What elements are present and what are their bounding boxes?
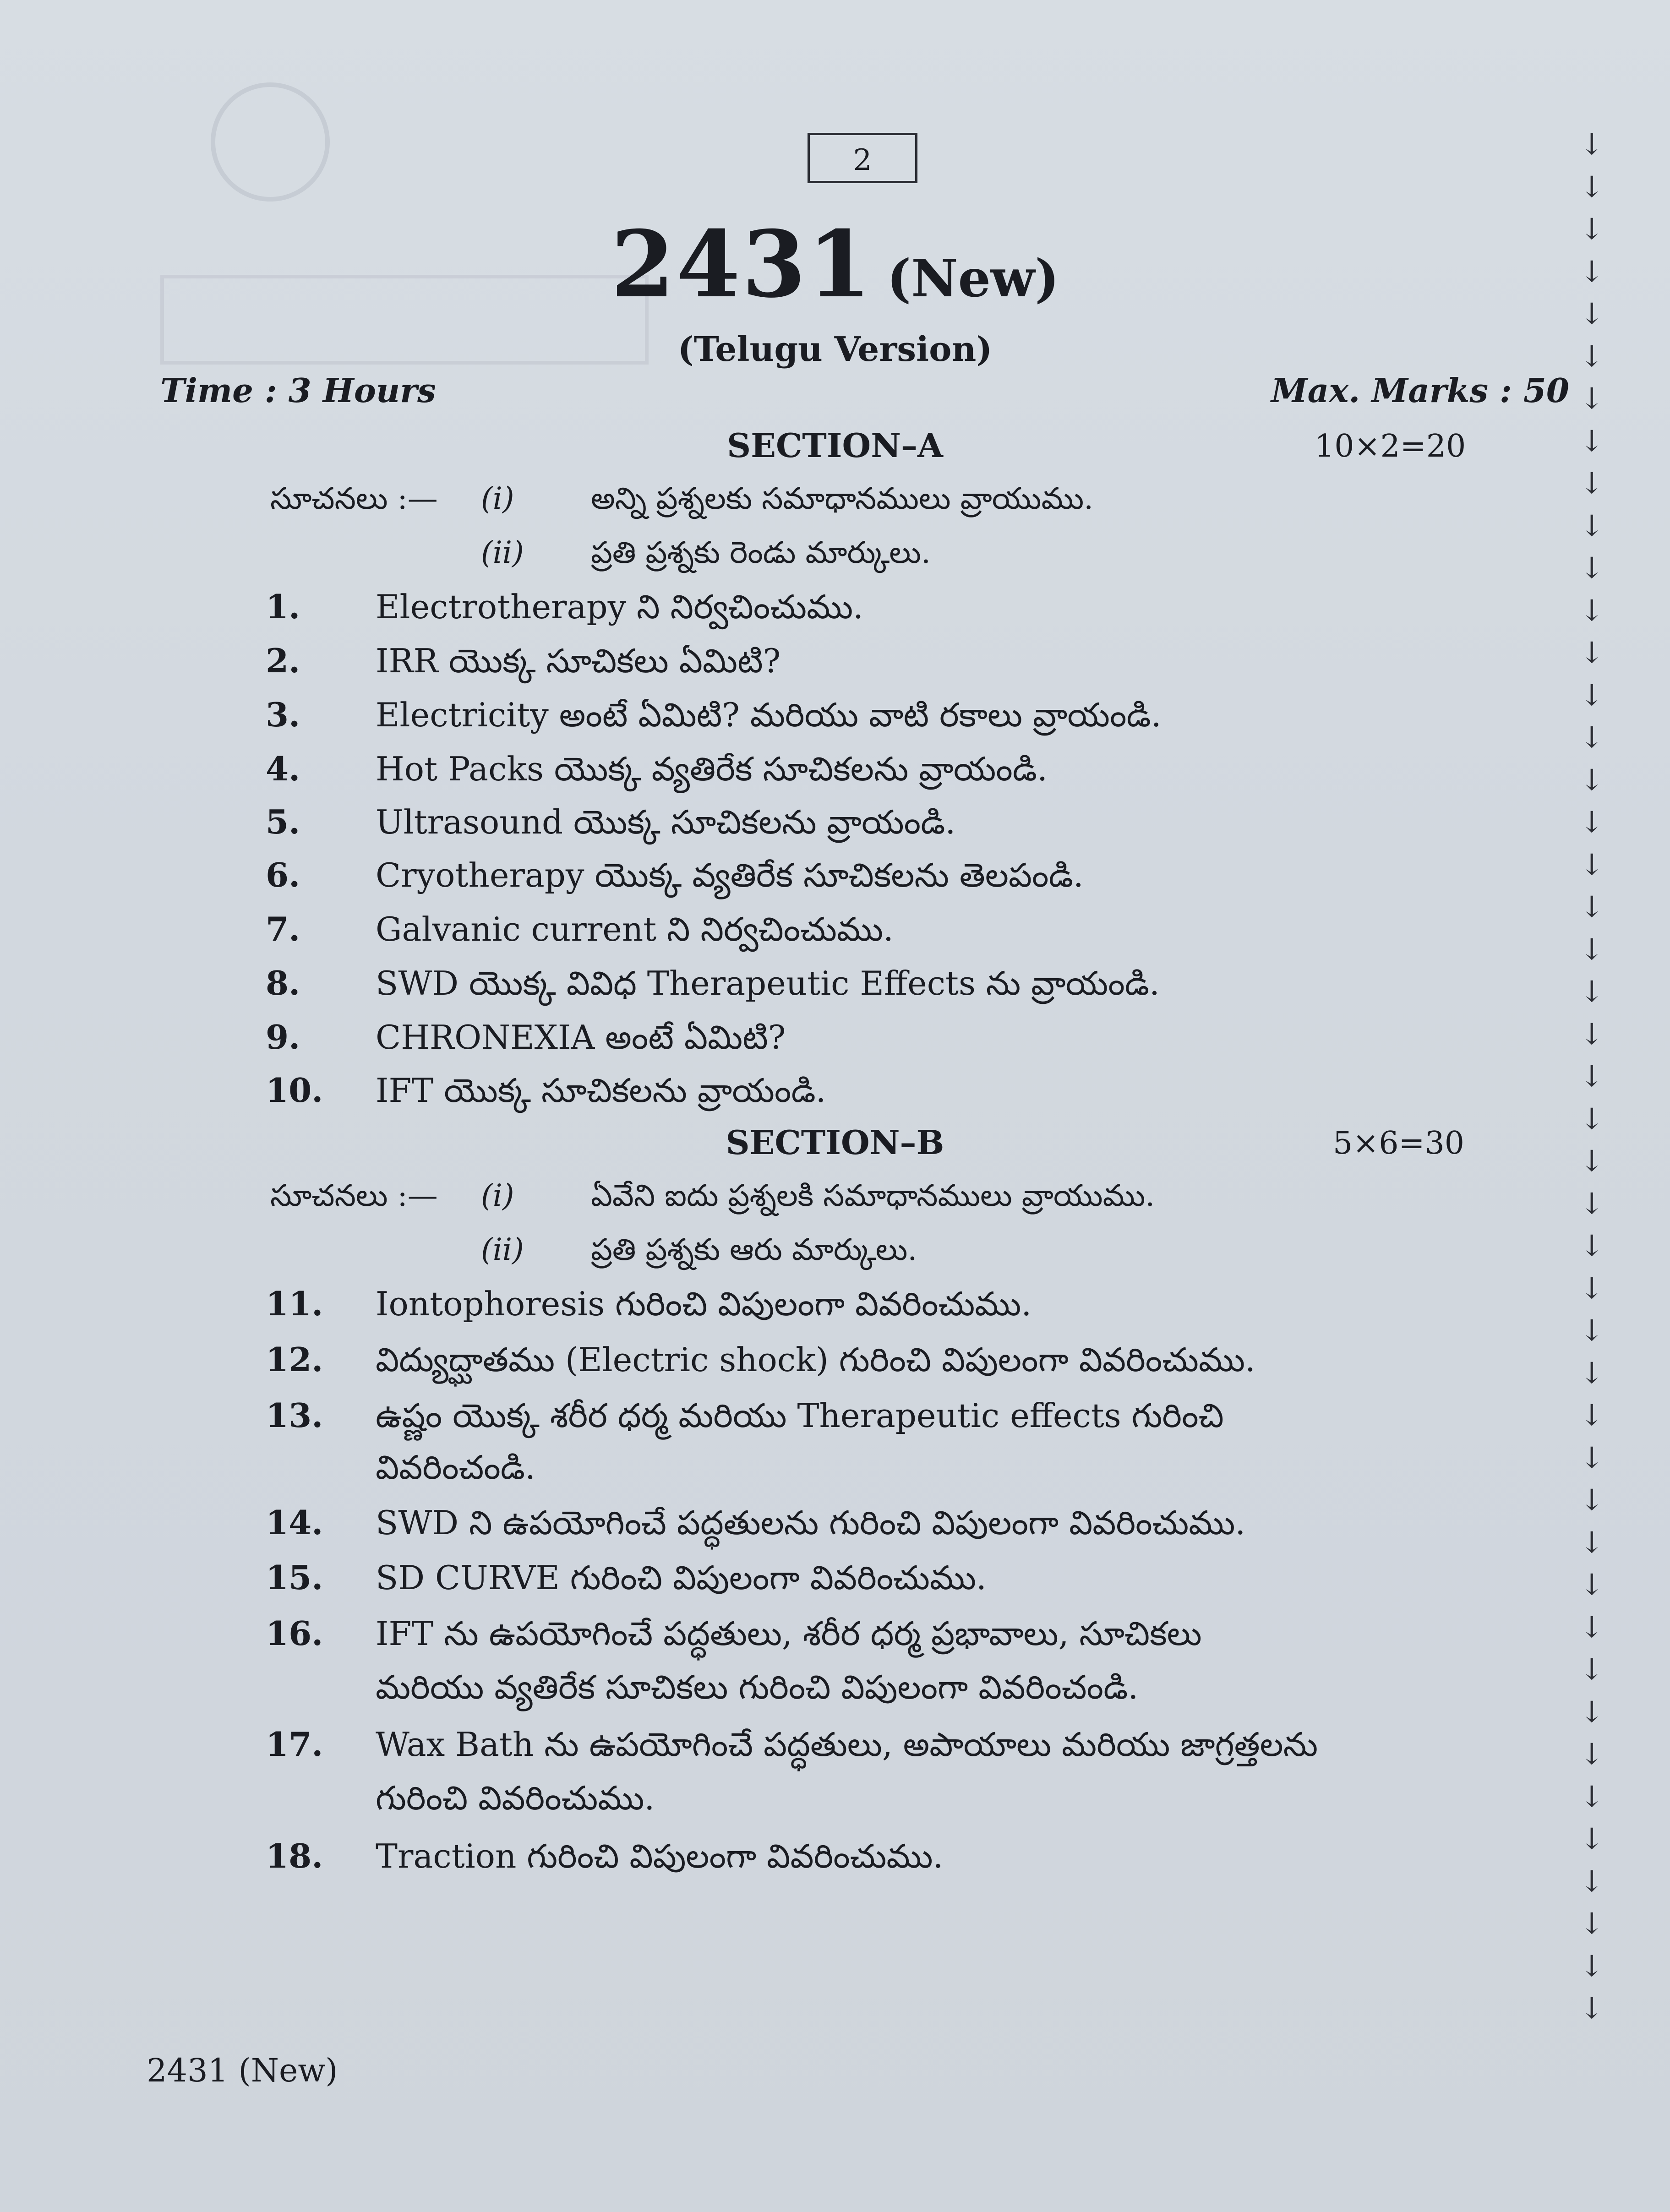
page-number: 2 [808,133,917,183]
instruction-text: అన్ని ప్రశ్నలకు సమాధానములు వ్రాయుము. [591,481,1094,516]
instruction-index: (i) [481,1178,514,1213]
question-12 [266,1340,1255,1387]
down-arrow-icon: ↓ [1579,1271,1604,1306]
instruction-index: (ii) [481,1232,524,1267]
down-arrow-icon: ↓ [1579,1568,1604,1602]
section-b-instruction-1 [270,1178,1155,1220]
question-number: 17. [266,1725,323,1764]
question-text: IFT ను ఉపయోగించే పద్ధతులు, శరీర ధర్మ ప్రభావాలు, సూచికలు [376,1614,1202,1653]
down-arrow-icon: ↓ [1579,1992,1604,2026]
paper-title [0,211,1670,318]
down-arrow-icon: ↓ [1579,297,1604,331]
question-number: 14. [266,1503,323,1542]
down-arrow-icon: ↓ [1579,424,1604,458]
down-arrow-icon: ↓ [1579,1738,1604,1771]
question-13 [266,1396,1224,1443]
down-arrow-icon: ↓ [1579,1526,1604,1560]
instruction-index: (i) [481,481,514,516]
instruction-text: ఏవేని ఐదు ప్రశ్నలకి సమాధానములు వ్రాయుము. [591,1178,1155,1213]
question-number: 10. [266,1071,323,1110]
section-a-title: SECTION–A [727,426,943,465]
question-9 [266,1018,786,1065]
question-number: 12. [266,1340,323,1379]
paper-code: 2431 [611,211,873,318]
instruction-index: (ii) [481,535,524,570]
instruction-label: సూచనలు :— [270,481,438,516]
question-18 [266,1836,943,1884]
question-1 [266,587,863,634]
down-arrow-icon: ↓ [1579,1229,1604,1263]
down-arrow-icon: ↓ [1579,551,1604,585]
down-arrow-icon: ↓ [1579,509,1604,543]
show-through-mark [211,82,330,202]
question-2 [266,641,780,688]
question-text: IRR యొక్క సూచికలు ఏమిటి? [376,642,781,680]
down-arrow-icon: ↓ [1579,255,1604,289]
question-8 [266,964,1160,1011]
question-text: Traction గురించి విపులంగా వివరించుము. [376,1837,944,1875]
question-11 [266,1284,1031,1331]
question-7 [266,910,894,957]
section-a-instruction-2 [270,535,931,578]
down-arrow-icon: ↓ [1579,1441,1604,1475]
down-arrow-icon: ↓ [1579,932,1604,967]
instruction-text: ప్రతి ప్రశ్నకు ఆరు మార్కులు. [591,1232,917,1267]
down-arrow-icon: ↓ [1579,212,1604,246]
section-b-marks: 5×6=30 [1333,1125,1465,1161]
down-arrow-icon: ↓ [1579,1314,1604,1348]
question-3 [266,695,1162,742]
question-10 [266,1071,826,1118]
question-text: Hot Packs యొక్క వ్యతిరేక సూచికలను వ్రాయండి. [376,750,1048,788]
question-4 [266,749,1048,796]
question-17-continued: గురించి వివరించుము. [376,1779,655,1817]
question-text: ఉష్ణం యొక్క శరీర ధర్మ మరియు Therapeutic effects గురించి [376,1396,1224,1435]
question-number: 3. [266,695,300,734]
question-text: Electrotherapy ని నిర్వచించుము. [376,588,864,626]
section-b-title: SECTION–B [726,1123,944,1162]
down-arrow-icon: ↓ [1579,1356,1604,1390]
question-16 [266,1614,1202,1661]
down-arrow-icon: ↓ [1579,1610,1604,1645]
question-number: 8. [266,964,300,1002]
down-arrow-icon: ↓ [1579,467,1604,501]
down-arrow-icon: ↓ [1579,382,1604,416]
question-text: CHRONEXIA అంటే ఏమిటి? [376,1018,786,1057]
section-b-instruction-2 [270,1232,917,1275]
down-arrow-icon: ↓ [1579,1907,1604,1941]
down-arrow-icon: ↓ [1579,1864,1604,1899]
down-arrow-icon: ↓ [1579,1017,1604,1052]
down-arrow-icon: ↓ [1579,1780,1604,1814]
max-marks-label: Max. Marks : 50 [1271,371,1569,410]
perforation-arrow-column [1576,124,1608,2030]
down-arrow-icon: ↓ [1579,594,1604,628]
down-arrow-icon: ↓ [1579,975,1604,1009]
question-number: 7. [266,910,300,948]
question-number: 5. [266,802,300,841]
down-arrow-icon: ↓ [1579,763,1604,797]
question-number: 6. [266,855,300,894]
time-label: Time : 3 Hours [160,371,436,410]
question-number: 1. [266,587,300,626]
instruction-text: ప్రతి ప్రశ్నకు రెండు మార్కులు. [591,535,931,570]
question-text: SWD యొక్క వివిధ Therapeutic Effects ను వ్రాయండి. [376,964,1160,1002]
question-number: 11. [266,1284,323,1323]
down-arrow-icon: ↓ [1579,1695,1604,1729]
down-arrow-icon: ↓ [1579,1144,1604,1178]
down-arrow-icon: ↓ [1579,1399,1604,1433]
down-arrow-icon: ↓ [1579,848,1604,882]
footer-paper-code: 2431 (New) [147,2052,338,2089]
question-text: SWD ని ఉపయోగించే పద్ధతులను గురించి విపులంగా వివరించుము. [376,1504,1246,1542]
down-arrow-icon: ↓ [1579,128,1604,162]
down-arrow-icon: ↓ [1579,339,1604,374]
section-a-marks: 10×2=20 [1315,428,1466,464]
down-arrow-icon: ↓ [1579,1822,1604,1856]
question-text: Wax Bath ను ఉపయోగించే పద్ధతులు, అపాయాలు మరియు జాగ్రత్తలను [376,1725,1318,1764]
question-text: Galvanic current ని నిర్వచించుము. [376,910,894,948]
question-text: Ultrasound యొక్క సూచికలను వ్రాయండి. [376,803,956,841]
question-6 [266,855,1084,903]
down-arrow-icon: ↓ [1579,1187,1604,1221]
down-arrow-icon: ↓ [1579,1949,1604,1983]
down-arrow-icon: ↓ [1579,721,1604,755]
question-number: 16. [266,1614,323,1653]
question-number: 18. [266,1836,323,1875]
down-arrow-icon: ↓ [1579,890,1604,924]
question-text: Cryotherapy యొక్క వ్యతిరేక సూచికలను తెలపండి. [376,856,1084,894]
down-arrow-icon: ↓ [1579,1653,1604,1687]
version-label: (Telugu Version) [677,330,993,369]
section-a-instruction-1 [270,481,1093,523]
question-text: Iontophoresis గురించి విపులంగా వివరించుము. [376,1285,1032,1323]
down-arrow-icon: ↓ [1579,678,1604,713]
question-number: 9. [266,1018,300,1057]
question-number: 4. [266,749,300,788]
question-13-continued: వివరించండి. [376,1448,535,1487]
question-number: 2. [266,641,300,680]
instruction-label: సూచనలు :— [270,1178,438,1213]
question-text: SD CURVE గురించి విపులంగా వివరించుము. [376,1558,987,1597]
down-arrow-icon: ↓ [1579,1102,1604,1136]
down-arrow-icon: ↓ [1579,1060,1604,1094]
down-arrow-icon: ↓ [1579,806,1604,839]
question-number: 15. [266,1558,323,1597]
question-16-continued: మరియు వ్యతిరేక సూచికలు గురించి విపులంగా వివరించండి. [376,1668,1139,1706]
question-number: 13. [266,1396,323,1435]
down-arrow-icon: ↓ [1579,170,1604,204]
paper-tag: (New) [887,249,1059,309]
down-arrow-icon: ↓ [1579,1483,1604,1517]
down-arrow-icon: ↓ [1579,636,1604,670]
question-text: Electricity అంటే ఏమిటి? మరియు వాటి రకాలు వ్రాయండి. [376,696,1162,734]
question-15 [266,1558,987,1605]
question-14 [266,1503,1245,1550]
question-5 [266,802,955,850]
question-17 [266,1725,1318,1772]
question-text: IFT యొక్క సూచికలను వ్రాయండి. [376,1071,826,1110]
question-text: విద్యుద్ఘాతము (Electric shock) గురించి విపులంగా వివరించుము. [376,1340,1255,1379]
